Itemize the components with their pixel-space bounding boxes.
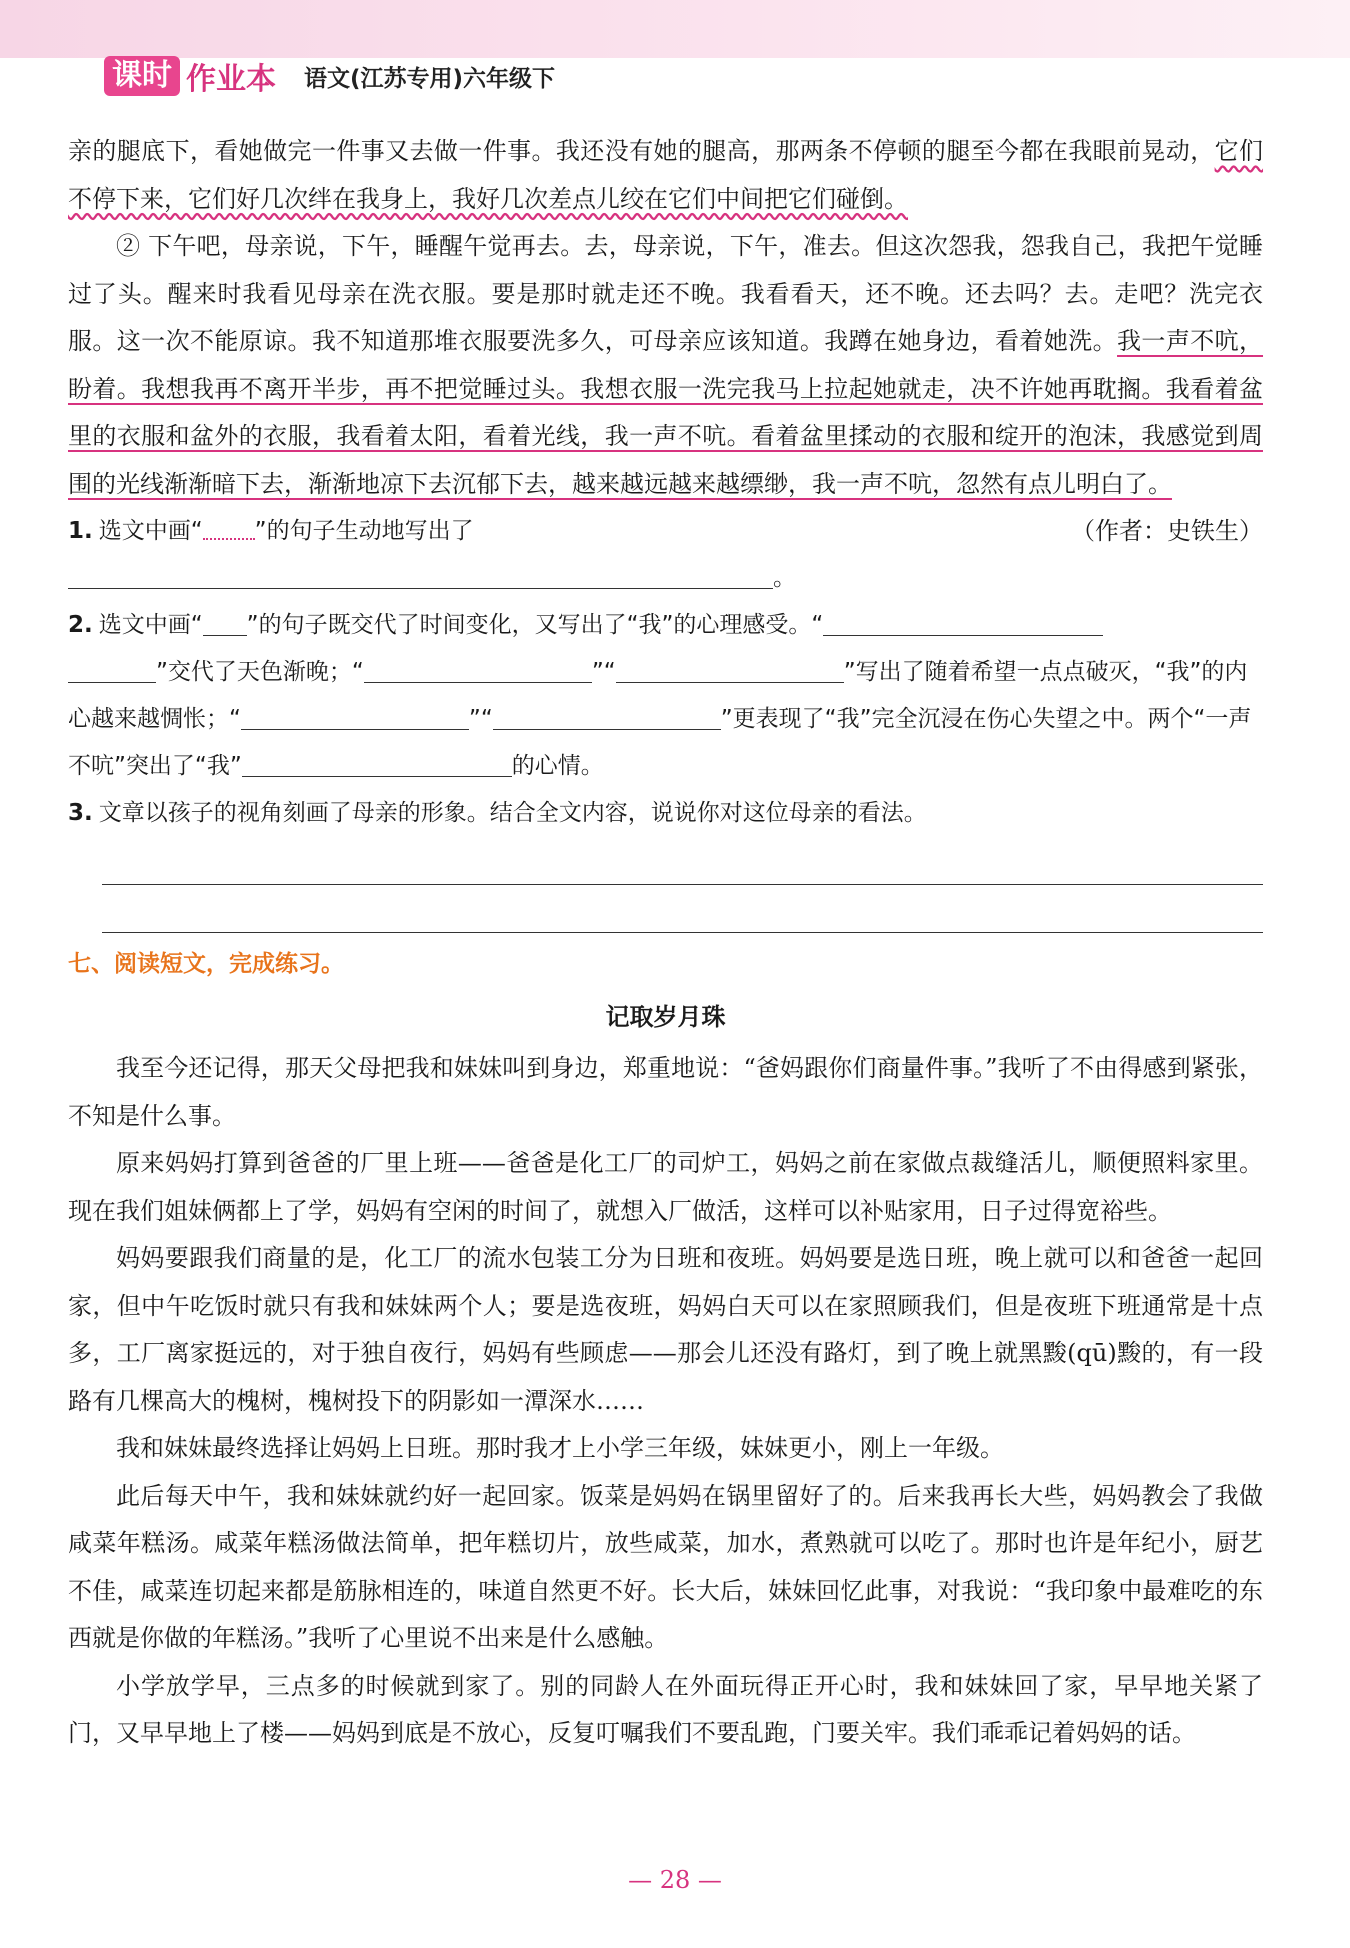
question-text: ”的句子既交代了时间变化，又写出了“我”的心理感受。“ [246,612,824,638]
question-text: ”“ [468,706,493,732]
page-content [68,128,1263,1758]
header-band [0,0,1350,58]
question-2 [68,602,1263,790]
question-text: ”交代了天色渐晚；“ [156,659,364,685]
answer-blank[interactable] [241,701,469,730]
question-3 [68,790,1263,837]
question-number: 1. [68,518,93,544]
article-paragraph: 小学放学早，三点多的时候就到家了。别的同龄人在外面玩得正开心时，我和妹妹回了家，早早地关紧了门，又早早地上了楼——妈妈到底是不放心，反复叮嘱我们不要乱跑，门要关牢。我们乖乖记着妈妈的话。 [68,1671,1263,1747]
question-text: ”“ [591,659,616,685]
article-title: 记取岁月珠 [605,1003,726,1031]
passage-text: 亲的腿底下，看她做完一件事又去做一件事。我还没有她的腿高，那两条不停顿的腿至今都在我眼前晃动， [68,137,1215,165]
question-text: 选文中画“ [98,612,203,638]
article-paragraph: 原来妈妈打算到爸爸的厂里上班——爸爸是化工厂的司炉工，妈妈之前在家做点裁缝活儿，顺便照料家里。现在我们姐妹俩都上了学，妈妈有空闲的时间了，就想入厂做活，这样可以补贴家用，日子过得宽裕些。 [68,1149,1263,1225]
logo-title: 作业本 [186,62,276,97]
answer-blank[interactable] [616,654,844,683]
answer-blank[interactable] [68,654,156,683]
answer-line[interactable] [102,837,1263,885]
passage-text: ② 下午吧，母亲说，下午，睡醒午觉再去。去，母亲说，下午，准去。但这次怨我，怨我自己，我把午觉睡过了头。醒来时我看见母亲在洗衣服。要是那时就走还不晚。我看看天，还不晚。还去吗？去。走吧？洗完衣服。这一次不能原谅。我不知道那堆衣服要洗多久，可母亲应该知道。我蹲在她身边，看着她洗。 [68,232,1263,355]
question-text: 。 [773,565,796,591]
page-header [104,56,555,96]
answer-line[interactable] [102,885,1263,933]
answer-blank[interactable] [823,607,1103,636]
subject-label: 语文(江苏专用)六年级下 [304,65,556,92]
article-paragraph: 此后每天中午，我和妹妹就约好一起回家。饭菜是妈妈在锅里留好了的。后来我再长大些，妈妈教会了我做咸菜年糕汤。咸菜年糕汤做法简单，把年糕切片，放些咸菜，加水，煮熟就可以吃了。那时也许是年纪小，厨艺不佳，咸菜连切起来都是筋脉相连的，味道自然更不好。长大后，妹妹回忆此事，对我说：“我印象中最难吃的东西就是你做的年糕汤。”我听了心里说不出来是什么感触。 [68,1481,1263,1652]
question-text: ”的句子生动地写出了 [254,518,474,544]
question-text: ”更表现了“我”完全沉浸在伤心失望之中。两个“一声不吭”突出了“我” [68,706,1252,779]
article-paragraph: 妈妈要跟我们商量的是，化工厂的流水包装工分为日班和夜班。妈妈要是选日班，晚上就可以和爸爸一起回家，但中午吃饭时就只有我和妹妹两个人；要是选夜班，妈妈白天可以在家照顾我们，但是夜班下班通常是十点多，工厂离家挺远的，对于独自夜行，妈妈有些顾虑——那会儿还没有路灯，到了晚上就黑黢(qū)黢的，有一段路有几棵高大的槐树，槐树投下的阴影如一潭深水…… [68,1244,1263,1415]
page-number: — 28 — [628,1866,722,1894]
answer-blank[interactable] [493,701,721,730]
logo-badge: 课时 [104,56,180,96]
question-text: 文章以孩子的视角刻画了母亲的形象。结合全文内容，说说你对这位母亲的看法。 [98,800,927,826]
answer-blank[interactable] [242,748,512,777]
question-text: 的心情。 [511,753,604,779]
article-paragraph: 我至今还记得，那天父母把我和妹妹叫到身边，郑重地说：“爸妈跟你们商量件事。”我听了不由得感到紧张，不知是什么事。 [68,1054,1263,1130]
question-text: ”写出了随着希望一点点破灭，“我”的内心越来越惆怅；“ [68,659,1248,732]
underlined-sentences: 我一声不吭，盼着。我想我再不离开半步，再不把觉睡过头。我想衣服一洗完我马上拉起她就走，决不许她再耽搁。我看着盆里的衣服和盆外的衣服，我看着太阳，看着光线，我一声不吭。看着盆里揉动的衣服和绽开的泡沫，我感觉到周围的光线渐渐暗下去，渐渐地凉下去沉郁下去，越来越远越来越缥缈，我一声不吭，忽然有点儿明白了。 [68,327,1264,498]
author-credit: （作者：史铁生） [1071,517,1263,545]
wavy-underlined-sentence: 它们不停下来，它们好几次绊在我身上，我好几次差点儿绞在它们中间把它们碰倒。 [68,137,1264,213]
passage-paragraph-1 [68,128,1263,223]
question-number: 2. [68,612,93,638]
section-heading: 七、阅读短文，完成练习。 [68,951,344,977]
question-text: 选文中画“ [98,518,203,544]
answer-blank[interactable] [68,560,773,589]
question-number: 3. [68,800,93,826]
article-paragraph: 我和妹妹最终选择让妈妈上日班。那时我才上小学三年级，妹妹更小，刚上一年级。 [116,1434,1004,1462]
wavy-line-symbol [203,516,255,540]
straight-line-symbol [203,607,247,636]
answer-blank[interactable] [364,654,592,683]
